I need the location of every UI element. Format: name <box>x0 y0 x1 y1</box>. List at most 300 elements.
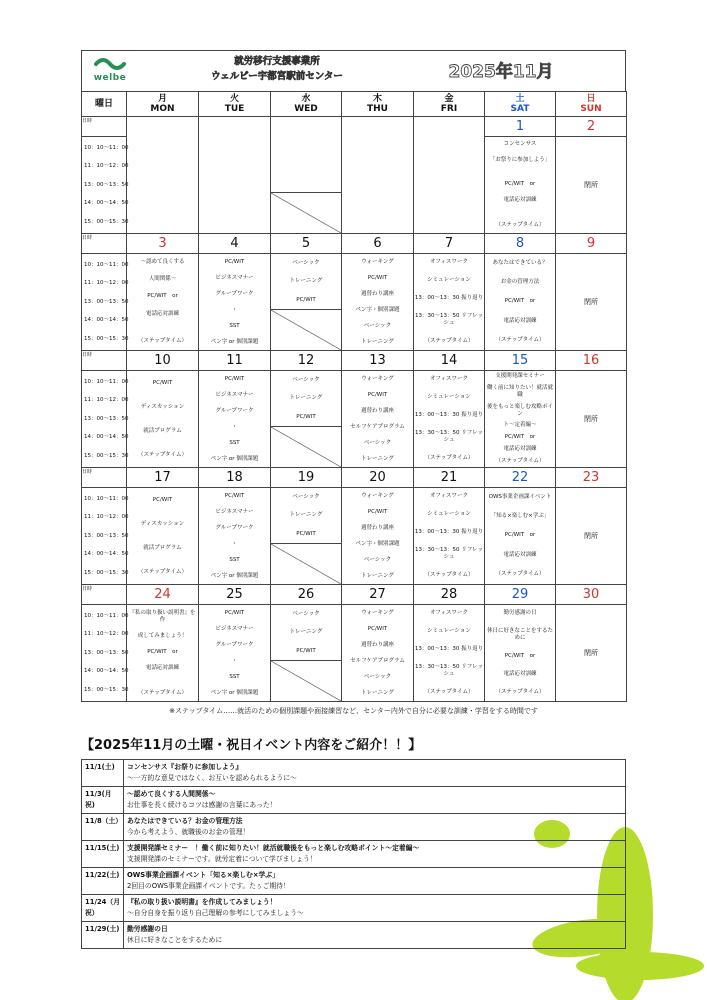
schedule-item: 電話応対訓練 <box>145 664 179 671</box>
schedule-item: ベーシック <box>292 259 320 266</box>
event-line: OWS事業企画課イベント「知る×楽しむ×学ぶ」 <box>127 871 279 879</box>
schedule-item: 支援開発課セミナー <box>495 373 545 380</box>
schedule-item: 後をもっと楽しむ攻略ポイン <box>486 403 553 417</box>
day-number: 23 <box>556 468 627 488</box>
schedule-item: 13：00～13：30 振り返り <box>414 294 484 301</box>
event-description <box>124 895 626 922</box>
schedule-item: オフィスワーク <box>430 493 468 500</box>
schedule-item: PC/WIT or <box>504 532 536 539</box>
schedule-cell <box>127 371 199 468</box>
day-number-row <box>82 351 627 371</box>
day-number: 25 <box>199 585 271 605</box>
time-slot-label: 11：10～12：00 <box>84 631 129 638</box>
event-line: あなたはできている？お金の管理方法 <box>127 817 243 825</box>
time-slots <box>82 488 127 585</box>
schedule-item: シミュレーション <box>427 511 471 518</box>
schedule-item: 13：30～13：50 リフレッシュ <box>415 312 483 326</box>
week-label: 日時 <box>82 117 127 137</box>
calendar-header <box>81 50 626 91</box>
schedule-item: 13：00～13：30 振り返り <box>414 645 484 652</box>
closed-slot-diagonal <box>271 426 341 467</box>
schedule-item: ビジネスマナー <box>215 391 254 398</box>
schedule-item: 電話応対訓練 <box>503 445 537 452</box>
schedule-item: PC/WIT <box>367 625 388 632</box>
schedule-item: PC/WIT or <box>504 434 536 441</box>
time-slots <box>82 254 127 351</box>
month-title: 2025年11月 <box>448 62 554 82</box>
event-line: ～一方的な意見ではなく、お互いを認められるように～ <box>127 774 297 782</box>
weekday-header: 金 FRI <box>414 92 485 117</box>
schedule-item: PC/WIT or <box>504 298 536 305</box>
day-number: 18 <box>199 468 271 488</box>
day-number: 21 <box>414 468 485 488</box>
weekday-header: 木 THU <box>342 92 414 117</box>
schedule-item: PC/WIT or <box>504 652 536 659</box>
day-number: 22 <box>485 468 556 488</box>
day-number: 8 <box>485 234 556 254</box>
schedule-item: 閉所 <box>584 531 598 540</box>
schedule-item: ディスカッション <box>140 520 185 527</box>
schedule-item: グループワーク <box>215 524 254 531</box>
closed-slot-diagonal <box>271 192 341 233</box>
schedule-cell <box>556 137 627 234</box>
welbe-logo-icon <box>94 55 126 73</box>
event-date: 11/24（月祝） <box>82 895 124 922</box>
time-slot-label: 14：00～14：50 <box>84 668 129 675</box>
time-slot-label: 13：00～13：50 <box>84 181 129 188</box>
time-slot-label: 15：00～15：30 <box>84 686 129 693</box>
day-number: 27 <box>342 585 414 605</box>
footnote: ※ステップタイム……就活のための個別課題や面接練習など、センター内外で自分に必要な訓練・学習をする時間です <box>169 707 538 715</box>
schedule-cell <box>342 605 414 702</box>
org-line-1: 就労移行支援事業所 <box>234 56 320 67</box>
schedule-item: トレーニング <box>289 395 323 402</box>
time-slot-label: 13：00～13：50 <box>84 649 129 656</box>
schedule-item: ベーシック <box>363 439 392 446</box>
day-number: 11 <box>199 351 271 371</box>
schedule-item: PC/WIT or <box>147 648 178 655</box>
schedule-item: お金の管理方法 <box>500 279 540 286</box>
schedule-item: ペン字・個別課題 <box>355 540 400 547</box>
day-number-row <box>82 117 627 137</box>
schedule-cell <box>271 488 342 585</box>
schedule-item: ビジネスマナー <box>215 274 254 281</box>
schedule-cell <box>485 605 556 702</box>
event-row <box>82 922 626 949</box>
schedule-item: 閉所 <box>584 297 598 306</box>
schedule-item: グループワーク <box>215 290 254 297</box>
day-number: 1 <box>485 117 556 137</box>
schedule-item: 電話応対訓練 <box>503 197 537 204</box>
schedule-item: PC/WIT <box>224 375 245 382</box>
day-number: 19 <box>271 468 342 488</box>
event-date: 11/8（土） <box>82 814 124 841</box>
schedule-cell <box>271 605 342 702</box>
schedule-item: コンセンサス <box>503 141 537 148</box>
time-slot-label: 13：00～13：50 <box>84 532 129 539</box>
day-number: 29 <box>485 585 556 605</box>
schedule-item: SST <box>229 439 240 446</box>
schedule-cell <box>271 137 342 234</box>
week-label: 日時 <box>82 585 127 605</box>
schedule-item: シミュレーション <box>427 394 471 401</box>
schedule-item: ・ <box>231 657 238 664</box>
calendar-sheet <box>81 50 626 716</box>
schedule-item: 電話応対訓練 <box>503 317 537 324</box>
schedule-item: ベーシック <box>363 322 392 329</box>
schedule-item: （ステップタイム） <box>138 337 187 344</box>
schedule-item: ウォーキング <box>361 375 394 382</box>
day-number: 16 <box>556 351 627 371</box>
schedule-item: （ステップタイム） <box>495 221 545 228</box>
weekday-header-row <box>82 92 627 117</box>
schedule-item: トレーニング <box>361 338 394 345</box>
day-number-row <box>82 585 627 605</box>
event-description <box>124 922 626 949</box>
events-title: 【2025年11月の土曜・祝日イベント内容をご紹介！！】 <box>81 738 422 753</box>
schedule-item: 電話応対訓練 <box>145 310 179 317</box>
event-line: 2回目のOWS事業企画課イベントです。たぅご期待！ <box>127 882 290 890</box>
day-number: 30 <box>556 585 627 605</box>
schedule-item: トレーニング <box>289 512 323 519</box>
schedule-item: 人間関係～ <box>148 276 177 283</box>
week-label: 日時 <box>82 351 127 371</box>
schedule-item: SST <box>229 322 240 329</box>
schedule-cell <box>199 371 271 468</box>
schedule-item: ベーシック <box>292 493 320 500</box>
schedule-item: PC/WIT <box>152 379 173 386</box>
schedule-cell <box>414 605 485 702</box>
event-row <box>82 895 626 922</box>
schedule-cell <box>127 488 199 585</box>
schedule-item: ウォーキング <box>361 609 394 616</box>
time-slot-label: 15：00～15：30 <box>84 569 129 576</box>
schedule-item: オフィスワーク <box>430 610 468 617</box>
schedule-cell <box>414 137 485 234</box>
schedule-item: PC/WIT <box>224 492 245 499</box>
schedule-item: 電話応対訓練 <box>503 670 537 677</box>
schedule-item: PC/WIT <box>367 274 388 281</box>
event-line: 勤労感謝の日 <box>127 925 168 933</box>
schedule-item: 13：00～13：30 振り返り <box>414 528 484 535</box>
schedule-item: PC/WIT <box>296 413 316 420</box>
schedule-item: グループワーク <box>215 407 254 414</box>
weekday-header: 曜日 <box>82 92 127 117</box>
schedule-item: 週替わり講座 <box>360 407 394 414</box>
day-number: 10 <box>127 351 199 371</box>
closed-slot-diagonal <box>271 660 341 701</box>
schedule-item: （ステップタイム） <box>138 451 187 458</box>
schedule-item: 閉所 <box>584 180 598 189</box>
event-line: 支援開発課のセミナーです。就労定着について学びましょう！ <box>127 855 317 863</box>
schedule-item: （ステップタイム） <box>424 571 474 578</box>
schedule-item: トレーニング <box>361 455 394 462</box>
schedule-item: PC/WIT <box>296 296 316 303</box>
day-number: 5 <box>271 234 342 254</box>
schedule-cell <box>485 137 556 234</box>
schedule-item: 就活プログラム <box>143 427 182 434</box>
schedule-item: トレーニング <box>289 629 323 636</box>
schedule-item: ディスカッション <box>140 403 185 410</box>
time-slot-label: 10：10～11：00 <box>84 144 129 151</box>
schedule-item: ウォーキング <box>361 258 394 265</box>
event-row <box>82 760 626 787</box>
schedule-item: ペン字 or 個別課題 <box>210 455 259 462</box>
day-number: 3 <box>127 234 199 254</box>
schedule-cell <box>414 371 485 468</box>
day-number: 7 <box>414 234 485 254</box>
schedule-item: PC/WIT <box>152 496 173 503</box>
schedule-item: シミュレーション <box>427 628 471 635</box>
schedule-cell <box>556 254 627 351</box>
schedule-item: （ステップタイム） <box>424 454 474 461</box>
schedule-item: オフィスワーク <box>430 259 468 266</box>
schedule-cell <box>342 488 414 585</box>
event-date: 11/1(土) <box>82 760 124 787</box>
closed-slot-diagonal <box>271 309 341 350</box>
week-label: 日時 <box>82 234 127 254</box>
event-row <box>82 868 626 895</box>
schedule-item: 働く前に知りたい！就活就職 <box>486 385 553 399</box>
schedule-cell <box>127 137 199 234</box>
logo-text: welbe <box>93 73 127 83</box>
schedule-item: （ステップタイム） <box>495 457 545 464</box>
schedule-row <box>82 254 627 351</box>
schedule-item: 週替わり講座 <box>360 641 394 648</box>
time-slots <box>82 137 127 234</box>
event-row <box>82 841 626 868</box>
event-line: 休日に好きなことをするために <box>127 936 223 944</box>
week-label: 日時 <box>82 468 127 488</box>
schedule-item: （ステップタイム） <box>424 688 474 695</box>
time-slot-label: 11：10～12：00 <box>84 397 129 404</box>
weekday-header: 日 SUN <box>556 92 627 117</box>
day-number: 17 <box>127 468 199 488</box>
event-date: 11/3(月祝) <box>82 787 124 814</box>
event-row <box>82 814 626 841</box>
schedule-item: 閉所 <box>584 414 598 423</box>
event-line: ～認めて良くする人間関係～ <box>127 790 216 798</box>
event-line: 『私の取り扱い説明書』を作成してみましょう！ <box>127 898 277 906</box>
schedule-row <box>82 137 627 234</box>
time-slot-label: 15：00～15：30 <box>84 452 129 459</box>
weekday-header: 土 SAT <box>485 92 556 117</box>
schedule-item: （ステップタイム） <box>138 568 187 575</box>
time-slot-label: 10：10～11：00 <box>84 495 129 502</box>
schedule-item: PC/WIT <box>224 258 245 265</box>
schedule-item: トレーニング <box>361 572 394 579</box>
schedule-item: SST <box>229 556 240 563</box>
schedule-item: 勤労感謝の日 <box>503 610 537 617</box>
closed-slot-diagonal <box>271 543 341 584</box>
day-number: 26 <box>271 585 342 605</box>
schedule-item: 就活プログラム <box>143 544 182 551</box>
time-slot-label: 10：10～11：00 <box>84 378 129 385</box>
event-line: コンセンサス『お祭りに参加しよう』 <box>127 763 243 771</box>
time-slots <box>82 371 127 468</box>
day-number: 4 <box>199 234 271 254</box>
schedule-item: 13：30～13：50 リフレッシュ <box>415 663 483 677</box>
events-table <box>81 759 626 949</box>
time-slot-label: 14：00～14：50 <box>84 200 129 207</box>
time-slot-label: 11：10～12：00 <box>84 280 129 287</box>
event-description <box>124 787 626 814</box>
event-date: 11/15(土) <box>82 841 124 868</box>
schedule-item: ベーシック <box>292 376 320 383</box>
schedule-row <box>82 488 627 585</box>
schedule-item: OWS事業企画課イベント <box>488 494 552 501</box>
event-line: 今から考えよう、就職後のお金の管理！ <box>127 828 250 836</box>
schedule-item: オフィスワーク <box>430 376 468 383</box>
day-number-row <box>82 234 627 254</box>
schedule-item: PC/WIT or <box>504 181 536 188</box>
org-name <box>192 54 362 84</box>
schedule-cell <box>199 137 271 234</box>
schedule-row <box>82 605 627 702</box>
schedule-cell <box>556 605 627 702</box>
schedule-item: 休日に好きなことをするために <box>486 628 553 642</box>
event-line: お仕事を長く続けるコツは感謝の言葉にあった！ <box>127 801 277 809</box>
schedule-cell <box>414 488 485 585</box>
schedule-item: シミュレーション <box>427 277 471 284</box>
schedule-item: トレーニング <box>289 278 323 285</box>
schedule-cell <box>342 371 414 468</box>
schedule-cell <box>199 605 271 702</box>
time-slots <box>82 605 127 702</box>
schedule-item: セルフケアプログラム <box>350 657 405 664</box>
schedule-item: トレーニング <box>361 689 394 696</box>
time-slot-label: 10：10～11：00 <box>84 612 129 619</box>
schedule-cell <box>342 137 414 234</box>
event-description <box>124 760 626 787</box>
day-number: 2 <box>556 117 627 137</box>
event-description <box>124 868 626 895</box>
schedule-item: ・ <box>231 306 238 313</box>
day-number: 6 <box>342 234 414 254</box>
time-slot-label: 13：00～13：50 <box>84 298 129 305</box>
schedule-item: PC/WIT <box>224 609 245 616</box>
time-slot-label: 14：00～14：50 <box>84 551 129 558</box>
schedule-cell <box>127 605 199 702</box>
day-number: 28 <box>414 585 485 605</box>
schedule-item: 閉所 <box>584 648 598 657</box>
time-slot-label: 14：00～14：50 <box>84 434 129 441</box>
schedule-item: ビジネスマナー <box>215 625 254 632</box>
schedule-item: グループワーク <box>215 641 254 648</box>
day-number <box>342 117 414 137</box>
schedule-cell <box>556 488 627 585</box>
schedule-table <box>81 91 627 702</box>
schedule-item: ベーシック <box>363 556 392 563</box>
event-line: 支援開発課セミナー ！働く前に知りたい！就活就職後をもっと楽しむ攻略ポイント～定着編～ <box>127 844 420 852</box>
org-line-2: ウェルビー宇都宮駅前センター <box>211 71 343 82</box>
time-slot-label: 15：00～15：30 <box>84 218 129 225</box>
day-number <box>199 117 271 137</box>
event-date: 11/29(土) <box>82 922 124 949</box>
schedule-item: PC/WIT <box>296 647 316 654</box>
schedule-item: 13：30～13：50 リフレッシュ <box>415 429 483 443</box>
schedule-item: 電話応対訓練 <box>503 551 537 558</box>
schedule-cell <box>271 254 342 351</box>
day-number <box>271 117 342 137</box>
schedule-cell <box>199 488 271 585</box>
schedule-item: 週替わり講座 <box>360 524 394 531</box>
schedule-item: 週替わり講座 <box>360 290 394 297</box>
schedule-item: セルフケアプログラム <box>350 423 405 430</box>
schedule-item: ～認めて良くする <box>140 259 185 266</box>
day-number: 12 <box>271 351 342 371</box>
schedule-cell <box>485 254 556 351</box>
schedule-item: ・ <box>231 423 238 430</box>
day-number: 20 <box>342 468 414 488</box>
schedule-item: 「お祭りに参加しよう」 <box>489 157 551 164</box>
event-row <box>82 787 626 814</box>
schedule-cell <box>485 371 556 468</box>
event-description <box>124 814 626 841</box>
weekday-header: 月 MON <box>127 92 199 117</box>
day-number: 14 <box>414 351 485 371</box>
schedule-item: ウォーキング <box>361 492 394 499</box>
event-description <box>124 841 626 868</box>
welbe-logo <box>90 55 130 83</box>
day-number: 13 <box>342 351 414 371</box>
schedule-item: 13：30～13：50 リフレッシュ <box>415 546 483 560</box>
day-number: 15 <box>485 351 556 371</box>
schedule-cell <box>271 371 342 468</box>
day-number: 9 <box>556 234 627 254</box>
schedule-item: （ステップタイム） <box>495 688 545 695</box>
schedule-cell <box>485 488 556 585</box>
schedule-cell <box>414 254 485 351</box>
weekday-header: 水 WED <box>271 92 342 117</box>
time-slot-label: 10：10～11：00 <box>84 261 129 268</box>
day-number-row <box>82 468 627 488</box>
day-number <box>414 117 485 137</box>
schedule-item: 「知る×楽しむ×学ぶ」 <box>490 513 550 520</box>
schedule-item: ベーシック <box>292 610 320 617</box>
schedule-item: PC/WIT <box>367 508 388 515</box>
schedule-item: あなたはできている？ <box>492 260 548 267</box>
time-slot-label: 14：00～14：50 <box>84 317 129 324</box>
time-slot-label: 15：00～15：30 <box>84 335 129 342</box>
schedule-item: 成してみましょう！ <box>137 632 188 639</box>
schedule-item: SST <box>229 673 240 680</box>
schedule-cell <box>342 254 414 351</box>
schedule-item: ペン字 or 個別課題 <box>210 572 259 579</box>
schedule-item: PC/WIT <box>367 391 388 398</box>
schedule-item: ペン字・個別課題 <box>355 306 400 313</box>
schedule-item: ト～定着編～ <box>503 422 537 429</box>
schedule-item: ペン字 or 個別課題 <box>210 689 259 696</box>
schedule-item: 『私の取り扱い説明書』を作 <box>129 609 196 623</box>
weekday-header: 火 TUE <box>199 92 271 117</box>
day-number <box>127 117 199 137</box>
schedule-item: ペン字 or 個別課題 <box>210 338 259 345</box>
day-number: 24 <box>127 585 199 605</box>
schedule-row <box>82 371 627 468</box>
event-line: ～自分自身を振り返り自己理解の参考にしてみましょう～ <box>127 909 304 917</box>
schedule-item: （ステップタイム） <box>495 336 545 343</box>
schedule-item: PC/WIT <box>296 530 316 537</box>
schedule-item: （ステップタイム） <box>138 689 187 696</box>
schedule-item: ベーシック <box>363 673 392 680</box>
time-slot-label: 13：00～13：50 <box>84 415 129 422</box>
event-date: 11/22(土) <box>82 868 124 895</box>
schedule-item: （ステップタイム） <box>495 570 545 577</box>
time-slot-label: 11：10～12：00 <box>84 514 129 521</box>
schedule-item: （ステップタイム） <box>424 337 474 344</box>
time-slot-label: 11：10～12：00 <box>84 163 129 170</box>
